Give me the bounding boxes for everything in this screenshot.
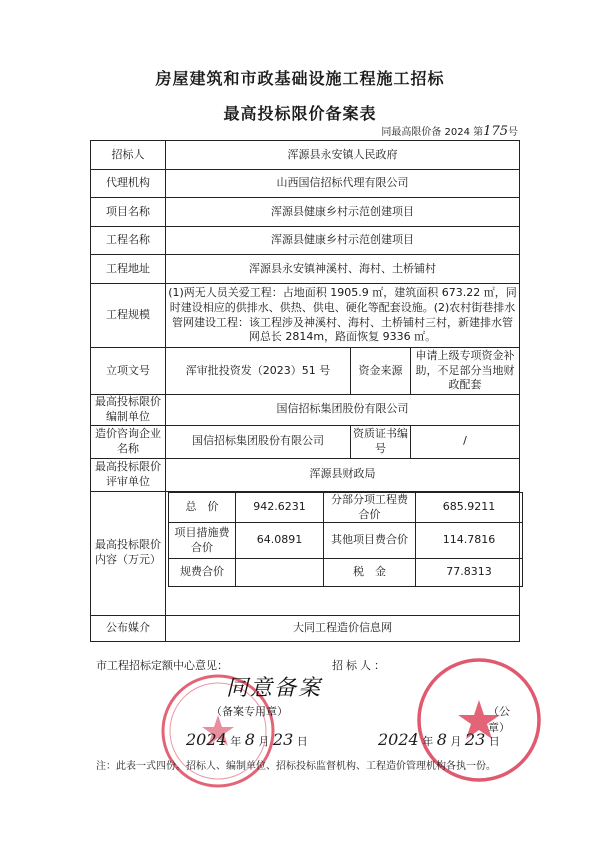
label-scale: 工程规模 — [91, 284, 166, 348]
value-sub-price: 685.9211 — [416, 492, 523, 523]
value-other-price: 114.7816 — [416, 523, 523, 559]
value-tenderer: 浑源县永安镇人民政府 — [166, 141, 520, 170]
file-number-prefix: 同最高限价备 2024 第 — [381, 127, 484, 138]
label-project-name: 项目名称 — [91, 198, 166, 227]
label-fee-price: 规费合价 — [169, 559, 236, 587]
label-fund-source: 资金来源 — [351, 348, 411, 395]
value-tax: 77.8313 — [416, 559, 523, 587]
label-tenderer: 招标人 — [91, 141, 166, 170]
label-sub-price: 分部分项工程费合价 — [324, 492, 416, 523]
file-number — [381, 123, 518, 139]
left-date: 2024 年 8 月 23 日 — [186, 730, 308, 749]
value-approval: 浑审批投资发（2023）51 号 — [166, 348, 351, 395]
value-fund-source: 申请上级专项资金补助，不足部分当地财政配套 — [411, 348, 520, 395]
label-other-price: 其他项目费合价 — [324, 523, 416, 559]
label-approval: 立项文号 — [91, 348, 166, 395]
right-date-day: 23 — [464, 730, 486, 749]
left-date-month: 8 — [244, 730, 255, 749]
row-agency — [91, 170, 520, 198]
row-compiler — [91, 395, 520, 426]
value-compiler: 国信招标集团股份有限公司 — [166, 395, 520, 426]
file-number-suffix: 号 — [508, 127, 518, 138]
approval-handwriting: 同意备案 — [226, 676, 323, 701]
label-engineering-name: 工程名称 — [91, 227, 166, 255]
limit-row-3 — [169, 559, 523, 587]
label-tax: 税 金 — [324, 559, 416, 587]
right-date: 2024 年 8 月 23 日 — [378, 730, 500, 749]
filing-table — [90, 140, 520, 642]
label-cert: 资质证书编 号 — [351, 425, 411, 458]
label-compiler: 最高投标限价编制单位 — [91, 395, 166, 426]
official-seal-note: （公章） — [488, 705, 510, 734]
value-agency: 山西国信招标代理有限公司 — [166, 170, 520, 198]
limit-breakdown — [166, 491, 520, 615]
row-reviewer — [91, 458, 520, 491]
value-scale: (1)两无人员关爱工程：占地面积 1905.9 ㎡，建筑面积 673.22 ㎡，同时建设相应的供排水、供热、供电、硬化等配套设施。(2)农村街巷排水管网建设工程：该工程涉及神溪村、海村、土桥铺村三村，新建排水管网总长 2814m，路面恢复 9336 ㎡。 — [166, 284, 520, 348]
value-engineering-name: 浑源县健康乡村示范创建项目 — [166, 227, 520, 255]
value-total-price: 942.6231 — [236, 492, 324, 523]
footnote: 注：此表一式四份。招标人、编制单位、招标投标监督机构、工程造价管理机构各执一份。 — [96, 761, 496, 772]
row-media — [91, 615, 520, 641]
document-title: 房屋建筑和市政基础设施工程施工招标 — [155, 69, 445, 88]
limit-row-2 — [169, 523, 523, 559]
tenderer-sign-label: 招标人： — [332, 659, 388, 672]
label-agency: 代理机构 — [91, 170, 166, 198]
value-cert: / — [411, 425, 520, 458]
limit-breakdown-table — [168, 492, 523, 615]
value-consult: 国信招标集团股份有限公司 — [166, 425, 351, 458]
quota-center-opinion-label: 市工程招标定额中心意见： — [96, 659, 228, 672]
row-site — [91, 255, 520, 284]
label-reviewer: 最高投标限价评审单位 — [91, 458, 166, 491]
limit-row-blank — [169, 587, 523, 615]
value-site: 浑源县永安镇神溪村、海村、土桥铺村 — [166, 255, 520, 284]
limit-row-1 — [169, 492, 523, 523]
value-project-name: 浑源县健康乡村示范创建项目 — [166, 198, 520, 227]
row-approval — [91, 348, 520, 395]
value-media: 大同工程造价信息网 — [166, 615, 520, 641]
row-limit — [91, 491, 520, 615]
label-limit: 最高投标限价内容（万元） — [91, 491, 166, 615]
file-number-handwritten: 175 — [483, 124, 508, 139]
label-total-price: 总 价 — [169, 492, 236, 523]
label-consult: 造价咨询企业名称 — [91, 425, 166, 458]
value-fee-price — [236, 559, 324, 587]
row-project-name — [91, 198, 520, 227]
filing-seal-note: （备案专用章） — [211, 705, 288, 718]
right-date-year: 2024 — [378, 730, 419, 749]
row-engineering-name — [91, 227, 520, 255]
row-tenderer — [91, 141, 520, 170]
left-date-year: 2024 — [186, 730, 227, 749]
limit-blank-cell — [169, 587, 523, 615]
document-subtitle: 最高投标限价备案表 — [223, 104, 377, 123]
row-scale — [91, 284, 520, 348]
label-media: 公布媒介 — [91, 615, 166, 641]
value-reviewer: 浑源县财政局 — [166, 458, 520, 491]
right-date-month: 8 — [436, 730, 447, 749]
value-measure-price: 64.0891 — [236, 523, 324, 559]
label-measure-price: 项目措施费合价 — [169, 523, 236, 559]
left-date-day: 23 — [272, 730, 294, 749]
label-site: 工程地址 — [91, 255, 166, 284]
row-consult — [91, 425, 520, 458]
